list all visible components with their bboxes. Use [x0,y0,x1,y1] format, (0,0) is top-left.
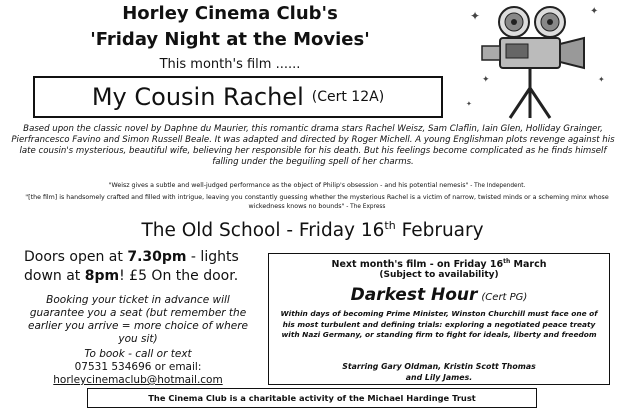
next-film-title: Darkest Hour [350,285,478,305]
film-synopsis: Based upon the classic novel by Daphne du Maurier, this romantic drama stars Rachel Weisz, Sam Claflin, Iain Glen, Holliday Grainger, Pierfrancesco Favino and Simon Russell Beale. It was adapted and directed by Roger Michell. A young Englishman plots revenge against his late cousin's mysterious, beautiful wife, believing her responsible for his death. But his feelings become complicated as he finds himself falling under the beguiling spell of her charms. [11,124,615,167]
this-month-label: This month's film ...... [159,57,301,72]
phone-number: 07531 534696 or email: [74,361,202,373]
footer-text: The Cinema Club is a charitable activity of the Michael Hardinge Trust [148,393,476,403]
doors-info: Doors open at 7.30pm - lights down at 8pm! £5 On the door. [24,249,239,284]
review-quotes [22,181,612,214]
booking-advice: Booking your ticket in advance will guarantee you a seat (but remember the earlier you arrive = more choice of where you sit) [28,294,248,345]
review-quote-1: "Weisz gives a subtle and well-judged performance as the object of Philip's obsession - and his potential nemesis" - The Independent. [108,182,526,189]
film-cert: (Cert 12A) [311,89,385,105]
email-link[interactable]: horleycinemaclub@hotmail.com [53,374,223,386]
next-film-starring-cont: and Lily James. [405,373,473,382]
availability-note: (Subject to availability) [379,270,499,280]
to-book-label: To book - call or text [84,348,192,360]
svg-text:✦: ✦ [598,75,605,84]
film-title-box [33,76,443,118]
venue-date-heading: The Old School - Friday 16th February [141,219,484,242]
svg-text:✦: ✦ [590,6,599,17]
film-title: My Cousin Rachel [91,83,304,111]
next-month-heading: Next month's film - on Friday 16th March [331,258,547,271]
header-title-line1: Horley Cinema Club's [122,3,338,24]
svg-text:✦: ✦ [470,9,481,23]
svg-text:✦: ✦ [482,75,490,85]
next-film-title-row [268,285,610,305]
review-quote-2: "[the film] is handsomely crafted and filled with intrigue, leaving you constantly guessing whether the mysterious Rachel is a victim of narrow, twisted minds or a scheming minx whose wickedness knows no bounds" - The Express [25,193,609,210]
footer-box [87,388,537,408]
next-film-description: Within days of becoming Prime Minister, Winston Churchill must face one of his most turbulent and defining trials: exploring a negotiated peace treaty with Nazi Germany, or standing firm to fight for ideals, liberty and freedom [280,309,598,339]
next-film-starring: Starring Gary Oldman, Kristin Scott Thomas [342,362,536,371]
next-film-cert: (Cert PG) [481,292,528,303]
header-title-line2: 'Friday Night at the Movies' [90,29,370,50]
film-camera-icon [462,2,612,120]
svg-text:✦: ✦ [466,100,472,108]
